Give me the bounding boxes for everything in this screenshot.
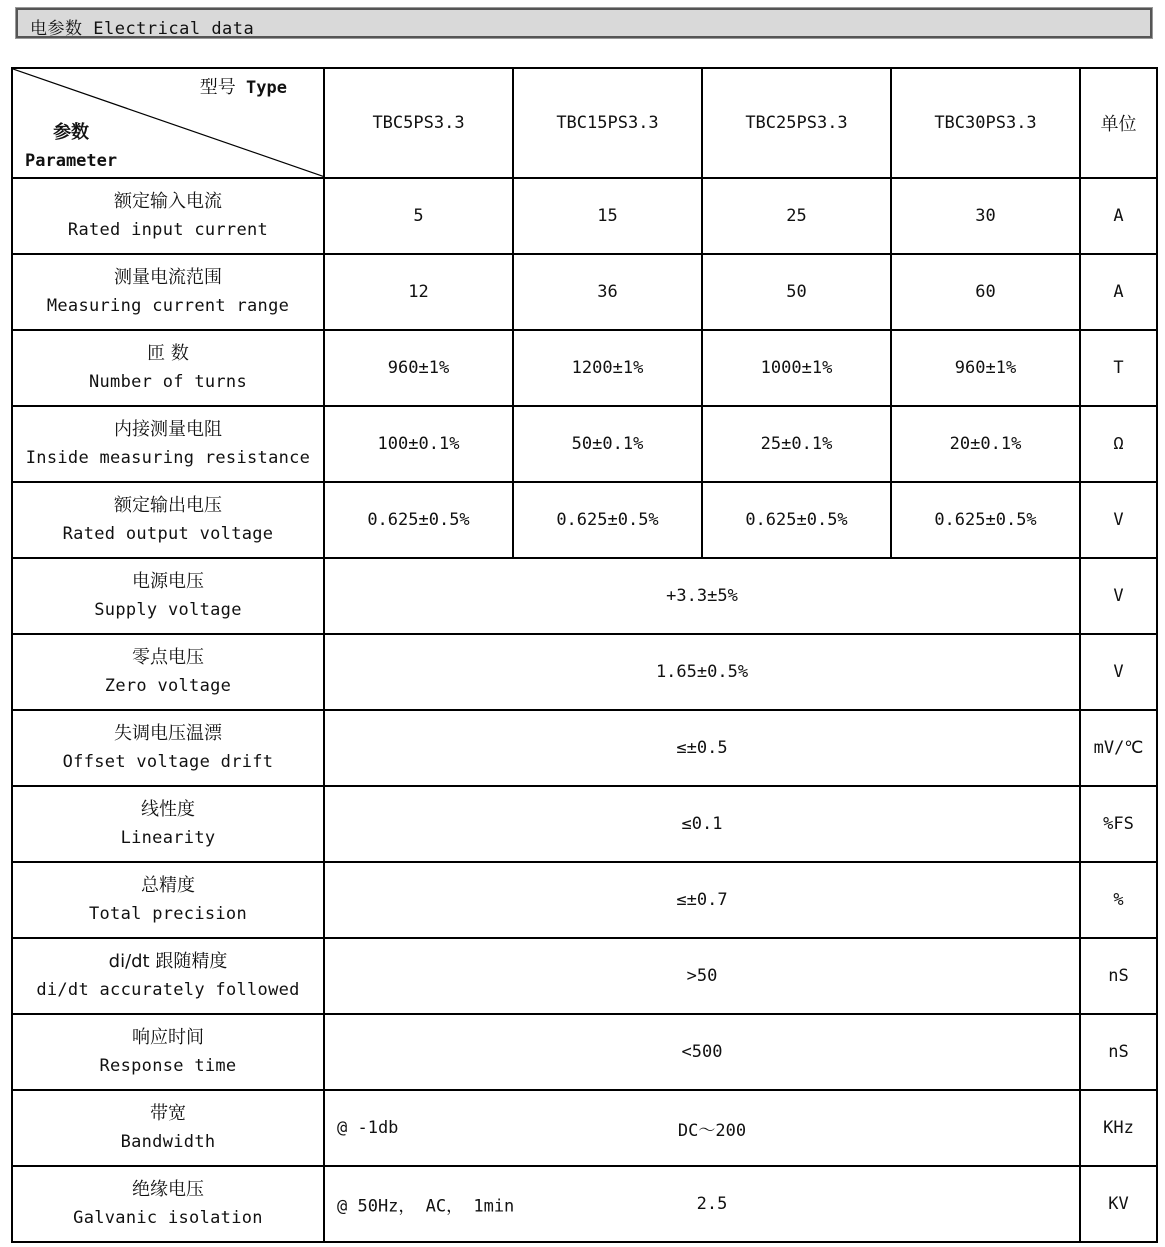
unit-cell: T	[1080, 330, 1157, 406]
value-cell: 30	[891, 178, 1080, 254]
unit-cell: A	[1080, 254, 1157, 330]
condition-note: @ 50Hz， AC， 1min	[337, 1196, 515, 1217]
merged-value-cell: ≤±0.5	[324, 710, 1080, 786]
unit-cell: KV	[1080, 1166, 1157, 1242]
value-cell: 36	[513, 254, 702, 330]
parameter-cell: 总精度 Total precision	[12, 862, 324, 938]
value-cell: 1000±1%	[702, 330, 891, 406]
value-cell: 1200±1%	[513, 330, 702, 406]
parameter-cell: 绝缘电压 Galvanic isolation	[12, 1166, 324, 1242]
value-cell: 60	[891, 254, 1080, 330]
unit-cell: %	[1080, 862, 1157, 938]
table-row	[12, 558, 1157, 634]
type-label: 型号 Type	[199, 77, 287, 98]
parameter-cell: 额定输入电流 Rated input current	[12, 178, 324, 254]
parameter-label: 参数 Parameter	[25, 122, 118, 171]
value-cell: 25	[702, 178, 891, 254]
unit-cell: nS	[1080, 1014, 1157, 1090]
merged-value-cell	[324, 1166, 1080, 1242]
parameter-cell: 零点电压 Zero voltage	[12, 634, 324, 710]
table-header-row	[12, 68, 1157, 178]
parameter-cell: 电源电压 Supply voltage	[12, 558, 324, 634]
table-row-bandwidth	[12, 1090, 1157, 1166]
value-cell: 0.625±0.5%	[891, 482, 1080, 558]
parameter-cell: 带宽 Bandwidth	[12, 1090, 324, 1166]
unit-cell: %FS	[1080, 786, 1157, 862]
value-cell: 960±1%	[891, 330, 1080, 406]
merged-value-cell: ≤±0.7	[324, 862, 1080, 938]
unit-cell: A	[1080, 178, 1157, 254]
parameter-cell: 额定输出电压 Rated output voltage	[12, 482, 324, 558]
unit-header: 单位	[1080, 68, 1157, 178]
unit-cell: V	[1080, 482, 1157, 558]
value-cell: 5	[324, 178, 513, 254]
value-cell: 50±0.1%	[513, 406, 702, 482]
unit-cell: nS	[1080, 938, 1157, 1014]
model-header: TBC5PS3.3	[324, 68, 513, 178]
parameter-cell: di/dt 跟随精度 di/dt accurately followed	[12, 938, 324, 1014]
unit-cell: mV/℃	[1080, 710, 1157, 786]
parameter-cell: 匝 数 Number of turns	[12, 330, 324, 406]
table-row	[12, 178, 1157, 254]
model-header: TBC30PS3.3	[891, 68, 1080, 178]
merged-value-cell: ≤0.1	[324, 786, 1080, 862]
table-row	[12, 1014, 1157, 1090]
unit-cell: V	[1080, 634, 1157, 710]
model-header: TBC15PS3.3	[513, 68, 702, 178]
parameter-cell: 失调电压温漂 Offset voltage drift	[12, 710, 324, 786]
merged-value-cell: >50	[324, 938, 1080, 1014]
unit-cell: V	[1080, 558, 1157, 634]
table-row	[12, 634, 1157, 710]
value-cell: 960±1%	[324, 330, 513, 406]
condition-value: 2.5	[696, 1194, 728, 1214]
parameter-cell: 响应时间 Response time	[12, 1014, 324, 1090]
parameter-cell: 测量电流范围 Measuring current range	[12, 254, 324, 330]
parameter-cell: 线性度 Linearity	[12, 786, 324, 862]
merged-value-cell: +3.3±5%	[324, 558, 1080, 634]
merged-value-cell: <500	[324, 1014, 1080, 1090]
merged-value-cell	[324, 1090, 1080, 1166]
unit-cell: Ω	[1080, 406, 1157, 482]
value-cell: 12	[324, 254, 513, 330]
value-cell: 100±0.1%	[324, 406, 513, 482]
value-cell: 20±0.1%	[891, 406, 1080, 482]
table-row	[12, 710, 1157, 786]
condition-value: DC～200	[677, 1120, 747, 1141]
table-row	[12, 254, 1157, 330]
merged-value-cell: 1.65±0.5%	[324, 634, 1080, 710]
table-row	[12, 786, 1157, 862]
table-row	[12, 482, 1157, 558]
section-title: 电参数 Electrical data	[30, 19, 255, 39]
table-row	[12, 330, 1157, 406]
table-row	[12, 938, 1157, 1014]
value-cell: 50	[702, 254, 891, 330]
table-row	[12, 406, 1157, 482]
section-header	[16, 8, 1152, 38]
value-cell: 25±0.1%	[702, 406, 891, 482]
table-row	[12, 862, 1157, 938]
value-cell: 15	[513, 178, 702, 254]
value-cell: 0.625±0.5%	[324, 482, 513, 558]
table-row-isolation	[12, 1166, 1157, 1242]
unit-cell: KHz	[1080, 1090, 1157, 1166]
corner-cell	[12, 68, 324, 178]
parameter-cell: 内接测量电阻 Inside measuring resistance	[12, 406, 324, 482]
value-cell: 0.625±0.5%	[702, 482, 891, 558]
model-header: TBC25PS3.3	[702, 68, 891, 178]
electrical-data-table	[11, 67, 1158, 1243]
value-cell: 0.625±0.5%	[513, 482, 702, 558]
condition-note: @ -1db	[337, 1118, 399, 1138]
